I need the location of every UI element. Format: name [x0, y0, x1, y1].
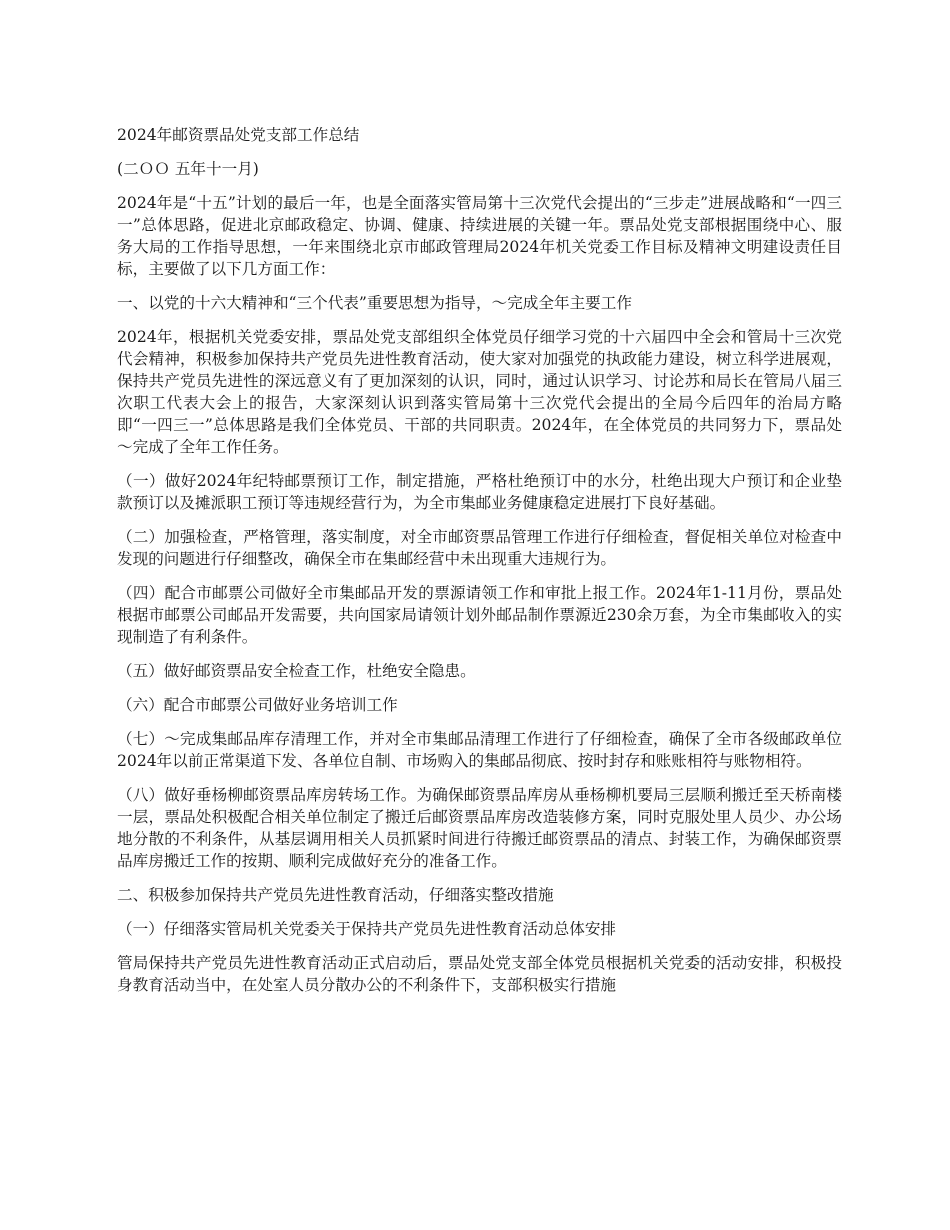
- paragraph-item-6: （六）配合市邮票公司做好业务培训工作: [117, 696, 398, 714]
- paragraph-item-7: （七）～完成集邮品库存清理工作，并对全市集邮品清理工作进行了仔细检查，确保了全市各级邮政单位2024年以前正常渠道下发、各单位自制、市场购入的集邮品彻底、按时封存和账账相符与账物相符。: [117, 730, 842, 770]
- section-heading-2: 二、积极参加保持共产党员先进性教育活动，仔细落实整改措施: [117, 886, 554, 904]
- document-page: [117, 124, 842, 1008]
- paragraph-item-2: （二）加强检查，严格管理，落实制度，对全市邮资票品管理工作进行仔细检查，督促相关单位对检查中发现的问题进行仔细整改，确保全市在集邮经营中未出现重大违规行为。: [117, 528, 842, 568]
- document-date: (二ＯＯ 五年十一月): [117, 160, 259, 178]
- paragraph-item-1: （一）做好2024年纪特邮票预订工作，制定措施，严格杜绝预订中的水分，杜绝出现大户预订和企业垫款预订以及摊派职工预订等违规经营行为，为全市集邮业务健康稳定进展打下良好基础。: [117, 472, 842, 512]
- paragraph-item-8: （八）做好垂杨柳邮资票品库房转场工作。为确保邮资票品库房从垂杨柳机要局三层顺利搬迁至天桥南楼一层，票品处积极配合相关单位制定了搬迁后邮资票品库房改造装修方案，同时克服处里人员少、办公场地分散的不利条件，从基层调用相关人员抓紧时间进行待搬迁邮资票品的清点、封装工作，为确保邮资票品库房搬迁工作的按期、顺利完成做好充分的准备工作。: [117, 786, 842, 870]
- paragraph-item-4: （四）配合市邮票公司做好全市集邮品开发的票源请领工作和审批上报工作。2024年1-11月份，票品处根据市邮票公司邮品开发需要，共向国家局请领计划外邮品制作票源近230余万套，为全市集邮收入的实现制造了有利条件。: [117, 584, 842, 646]
- paragraph-intro: 2024年是“十五”计划的最后一年，也是全面落实管局第十三次党代会提出的“三步走”进展战略和“一四三一”总体思路，促进北京邮政稳定、协调、健康、持续进展的关键一年。票品处党支部根据围绕中心、服务大局的工作指导思想，一年来围绕北京市邮政管理局2024年机关党委工作目标及精神文明建设责任目标，主要做了以下几方面工作：: [117, 194, 842, 278]
- subsection-heading-2-1: （一）仔细落实管局机关党委关于保持共产党员先进性教育活动总体安排: [117, 920, 617, 938]
- document-title: 2024年邮资票品处党支部工作总结: [117, 126, 360, 144]
- section-heading-1: 一、以党的十六大精神和“三个代表”重要思想为指导，～完成全年主要工作: [117, 294, 632, 312]
- paragraph-item-5: （五）做好邮资票品安全检查工作，杜绝安全隐患。: [117, 662, 476, 680]
- paragraph-section-2: 管局保持共产党员先进性教育活动正式启动后，票品处党支部全体党员根据机关党委的活动安排，积极投身教育活动当中，在处室人员分散办公的不利条件下，支部积极实行措施: [117, 954, 842, 994]
- paragraph-section-1: 2024年，根据机关党委安排，票品处党支部组织全体党员仔细学习党的十六届四中全会和管局十三次党代会精神，积极参加保持共产党员先进性教育活动，使大家对加强党的执政能力建设，树立科学进展观，保持共产党员先进性的深远意义有了更加深刻的认识，同时，通过认识学习、讨论苏和局长在管局八届三次职工代表大会上的报告，大家深刻认识到落实管局第十三次党代会提出的全局今后四年的治局方略即“一四三一”总体思路是我们全体党员、干部的共同职责。2024年，在全体党员的共同努力下，票品处～完成了全年工作任务。: [117, 328, 842, 456]
